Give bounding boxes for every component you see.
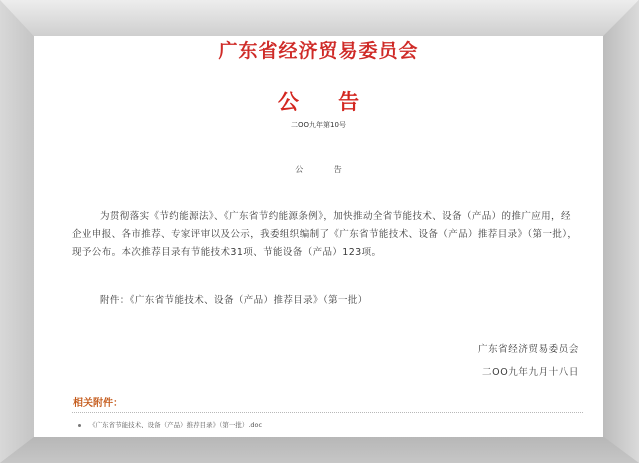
attachment-download-link[interactable]: 《广东省节能技术、设备（产品）推荐目录》（第一批）.doc: [89, 421, 263, 429]
frame-bevel-top: [0, 0, 639, 36]
related-divider: [72, 412, 583, 413]
signature-organization: 广东省经济贸易委员会: [477, 344, 579, 355]
signature-date: 二OO九年九月十八日: [482, 367, 579, 378]
organization-title: 广东省经济贸易委员会: [218, 40, 419, 62]
frame-bevel-right: [603, 0, 639, 463]
notice-subtitle: 公 告: [295, 165, 356, 174]
notice-body: 为贯彻落实《节约能源法》、《广东省节约能源条例》，加快推动全省节能技术、设备（产品）的推广应用，经企业申报、各市推荐、专家评审以及公示，我委组织编制了《广东省节能技术、设备（产品）推荐目录》（第一批），现予公布。本次推荐目录有节能技术31项、节能设备（产品）123项。: [72, 211, 578, 258]
frame-bevel-left: [0, 0, 34, 463]
document-page: [34, 36, 603, 437]
bullet-icon: [78, 424, 81, 427]
related-attachments-heading: 相关附件：: [73, 398, 123, 409]
related-attachment-item: [78, 420, 578, 429]
attachment-line: 附件：《广东省节能技术、设备（产品）推荐目录》（第一批）: [100, 295, 368, 306]
notice-title: 公 告: [277, 89, 376, 114]
frame-bevel-bottom: [0, 437, 639, 463]
document-number: 二OO九年第10号: [291, 121, 346, 129]
